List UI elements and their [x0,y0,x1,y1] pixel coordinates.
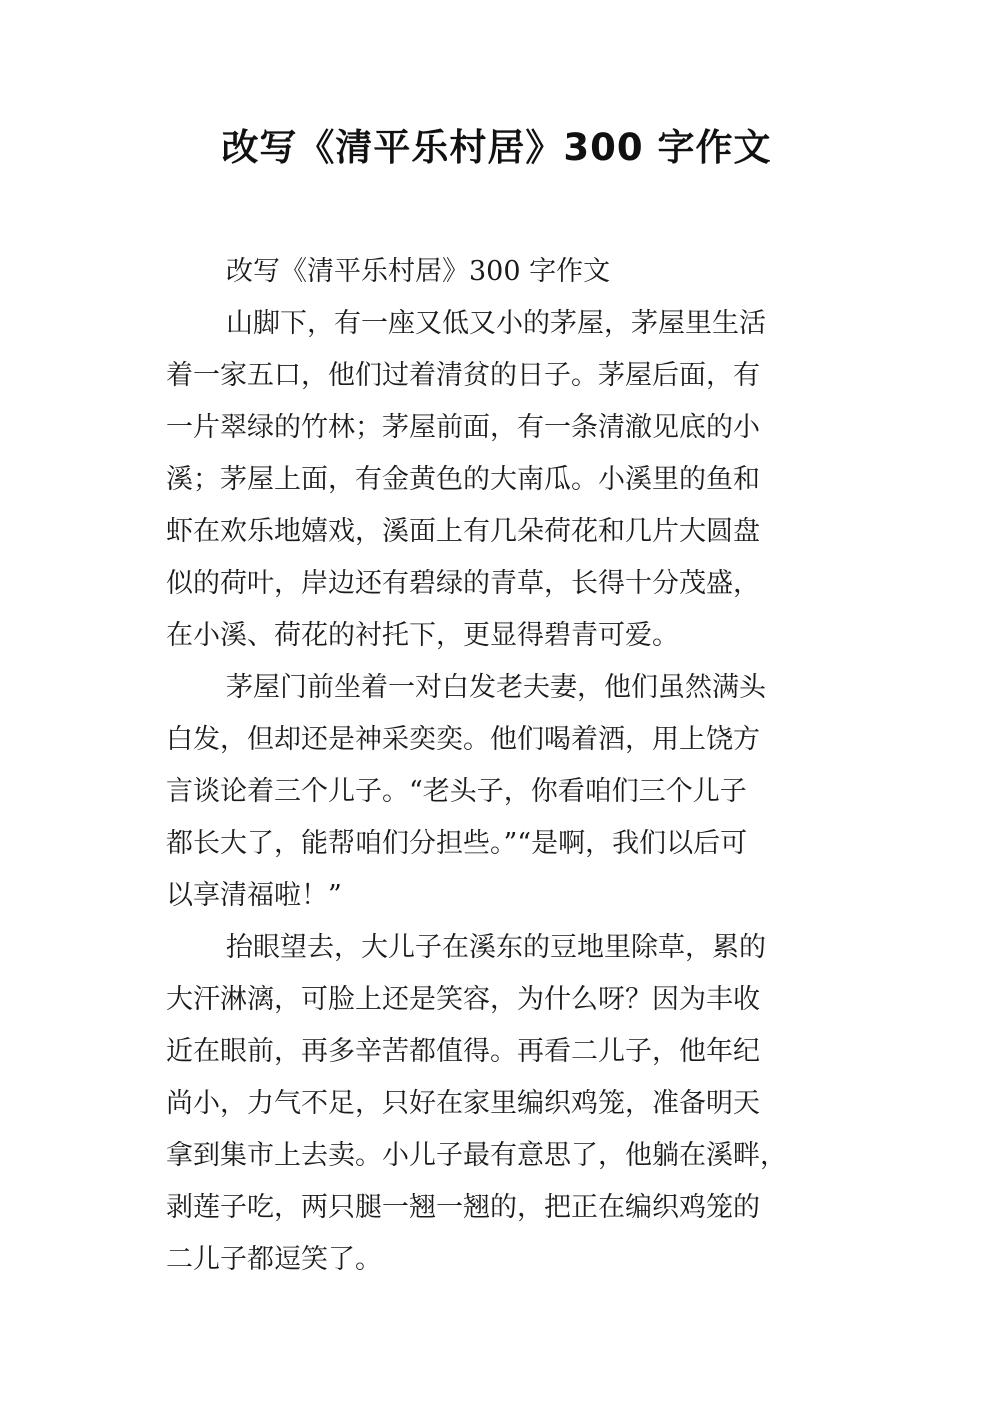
body-line: 似的荷叶，岸边还有碧绿的青草，长得十分茂盛， [166,568,760,599]
body-line: 抬眼望去，大儿子在溪东的豆地里除草，累的 [226,932,766,963]
body-line: 都长大了，能帮咱们分担些。”“是啊，我们以后可 [166,828,748,859]
body-line: 大汗淋漓，可脸上还是笑容，为什么呀？因为丰收 [166,984,760,1015]
body-line: 一片翠绿的竹林；茅屋前面，有一条清澈见底的小 [166,412,760,443]
body-line: 虾在欢乐地嬉戏，溪面上有几朵荷花和几片大圆盘 [166,516,760,547]
body-line: 白发，但却还是神采奕奕。他们喝着酒，用上饶方 [166,724,760,755]
body-line: 以享清福啦！” [166,880,342,911]
body-line: 尚小，力气不足，只好在家里编织鸡笼，准备明天 [166,1088,760,1119]
body-line: 剥莲子吃，两只腿一翘一翘的，把正在编织鸡笼的 [166,1192,760,1223]
body-line: 拿到集市上去卖。小儿子最有意思了，他躺在溪畔， [166,1140,787,1171]
document-body [166,246,831,1286]
body-line: 改写《清平乐村居》300 字作文 [226,256,611,287]
body-line: 山脚下，有一座又低又小的茅屋，茅屋里生活 [226,308,766,339]
body-line: 言谈论着三个儿子。“老头子，你看咱们三个儿子 [166,776,747,807]
document-title: 改写《清平乐村居》300 字作文 [221,126,772,169]
body-line: 近在眼前，再多辛苦都值得。再看二儿子，他年纪 [166,1036,760,1067]
body-line: 二儿子都逗笑了。 [166,1244,382,1275]
body-line: 茅屋门前坐着一对白发老夫妻，他们虽然满头 [226,672,766,703]
body-line: 溪；茅屋上面，有金黄色的大南瓜。小溪里的鱼和 [166,464,760,495]
body-line: 在小溪、荷花的衬托下，更显得碧青可爱。 [166,620,679,651]
body-line: 着一家五口，他们过着清贫的日子。茅屋后面，有 [166,360,760,391]
